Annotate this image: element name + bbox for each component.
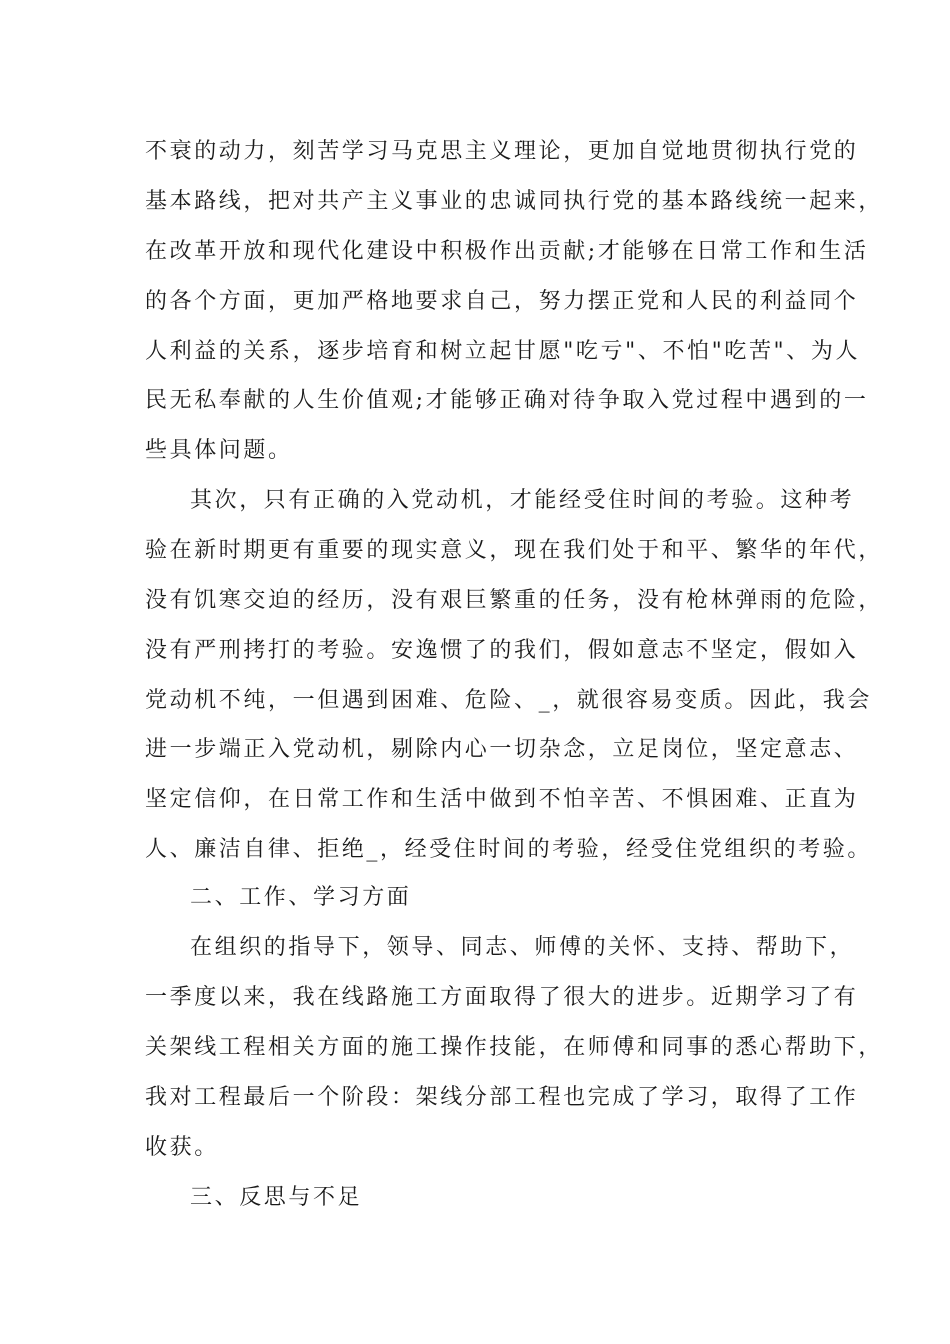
text-line: 人、廉洁自律、拒绝_，经受住时间的考验，经受住党组织的考验。 xyxy=(145,837,873,862)
section-heading: 三、反思与不足 xyxy=(190,1185,363,1210)
text-line: 没有饥寒交迫的经历，没有艰巨繁重的任务，没有枪林弹雨的危险， xyxy=(145,588,884,613)
section-heading: 二、工作、学习方面 xyxy=(190,885,412,910)
text-line: 坚定信仰，在日常工作和生活中做到不怕辛苦、不惧困难、正直为 xyxy=(145,787,859,812)
text-line: 党动机不纯，一但遇到困难、危险、_，就很容易变质。因此，我会 xyxy=(145,688,873,713)
paragraph-first-line: 在组织的指导下，领导、同志、师傅的关怀、支持、帮助下， xyxy=(190,935,855,960)
text-line: 的各个方面，更加严格地要求自己，努力摆正党和人民的利益同个 xyxy=(145,289,859,314)
text-line: 没有严刑拷打的考验。安逸惯了的我们，假如意志不坚定，假如入 xyxy=(145,638,859,663)
text-line: 些具体问题。 xyxy=(145,438,293,463)
text-line: 人利益的关系，逐步培育和树立起甘愿"吃亏"、不怕"吃苦"、为人 xyxy=(145,339,861,364)
text-line: 一季度以来，我在线路施工方面取得了很大的进步。近期学习了有 xyxy=(145,985,859,1010)
text-line: 收获。 xyxy=(145,1135,219,1160)
text-line: 在改革开放和现代化建设中积极作出贡献;才能够在日常工作和生活 xyxy=(145,239,869,264)
text-line: 民无私奉献的人生价值观;才能够正确对待争取入党过程中遇到的一 xyxy=(145,388,869,413)
text-line: 基本路线，把对共产主义事业的忠诚同执行党的基本路线统一起来， xyxy=(145,189,884,214)
text-line: 关架线工程相关方面的施工操作技能，在师傅和同事的悉心帮助下， xyxy=(145,1035,884,1060)
text-line: 我对工程最后一个阶段：架线分部工程也完成了学习，取得了工作 xyxy=(145,1085,859,1110)
text-line: 进一步端正入党动机，剔除内心一切杂念，立足岗位，坚定意志、 xyxy=(145,737,859,762)
text-line: 验在新时期更有重要的现实意义，现在我们处于和平、繁华的年代， xyxy=(145,538,884,563)
paragraph-first-line: 其次，只有正确的入党动机，才能经受住时间的考验。这种考 xyxy=(190,488,855,513)
text-line: 不衰的动力，刻苦学习马克思主义理论，更加自觉地贯彻执行党的 xyxy=(145,139,859,164)
